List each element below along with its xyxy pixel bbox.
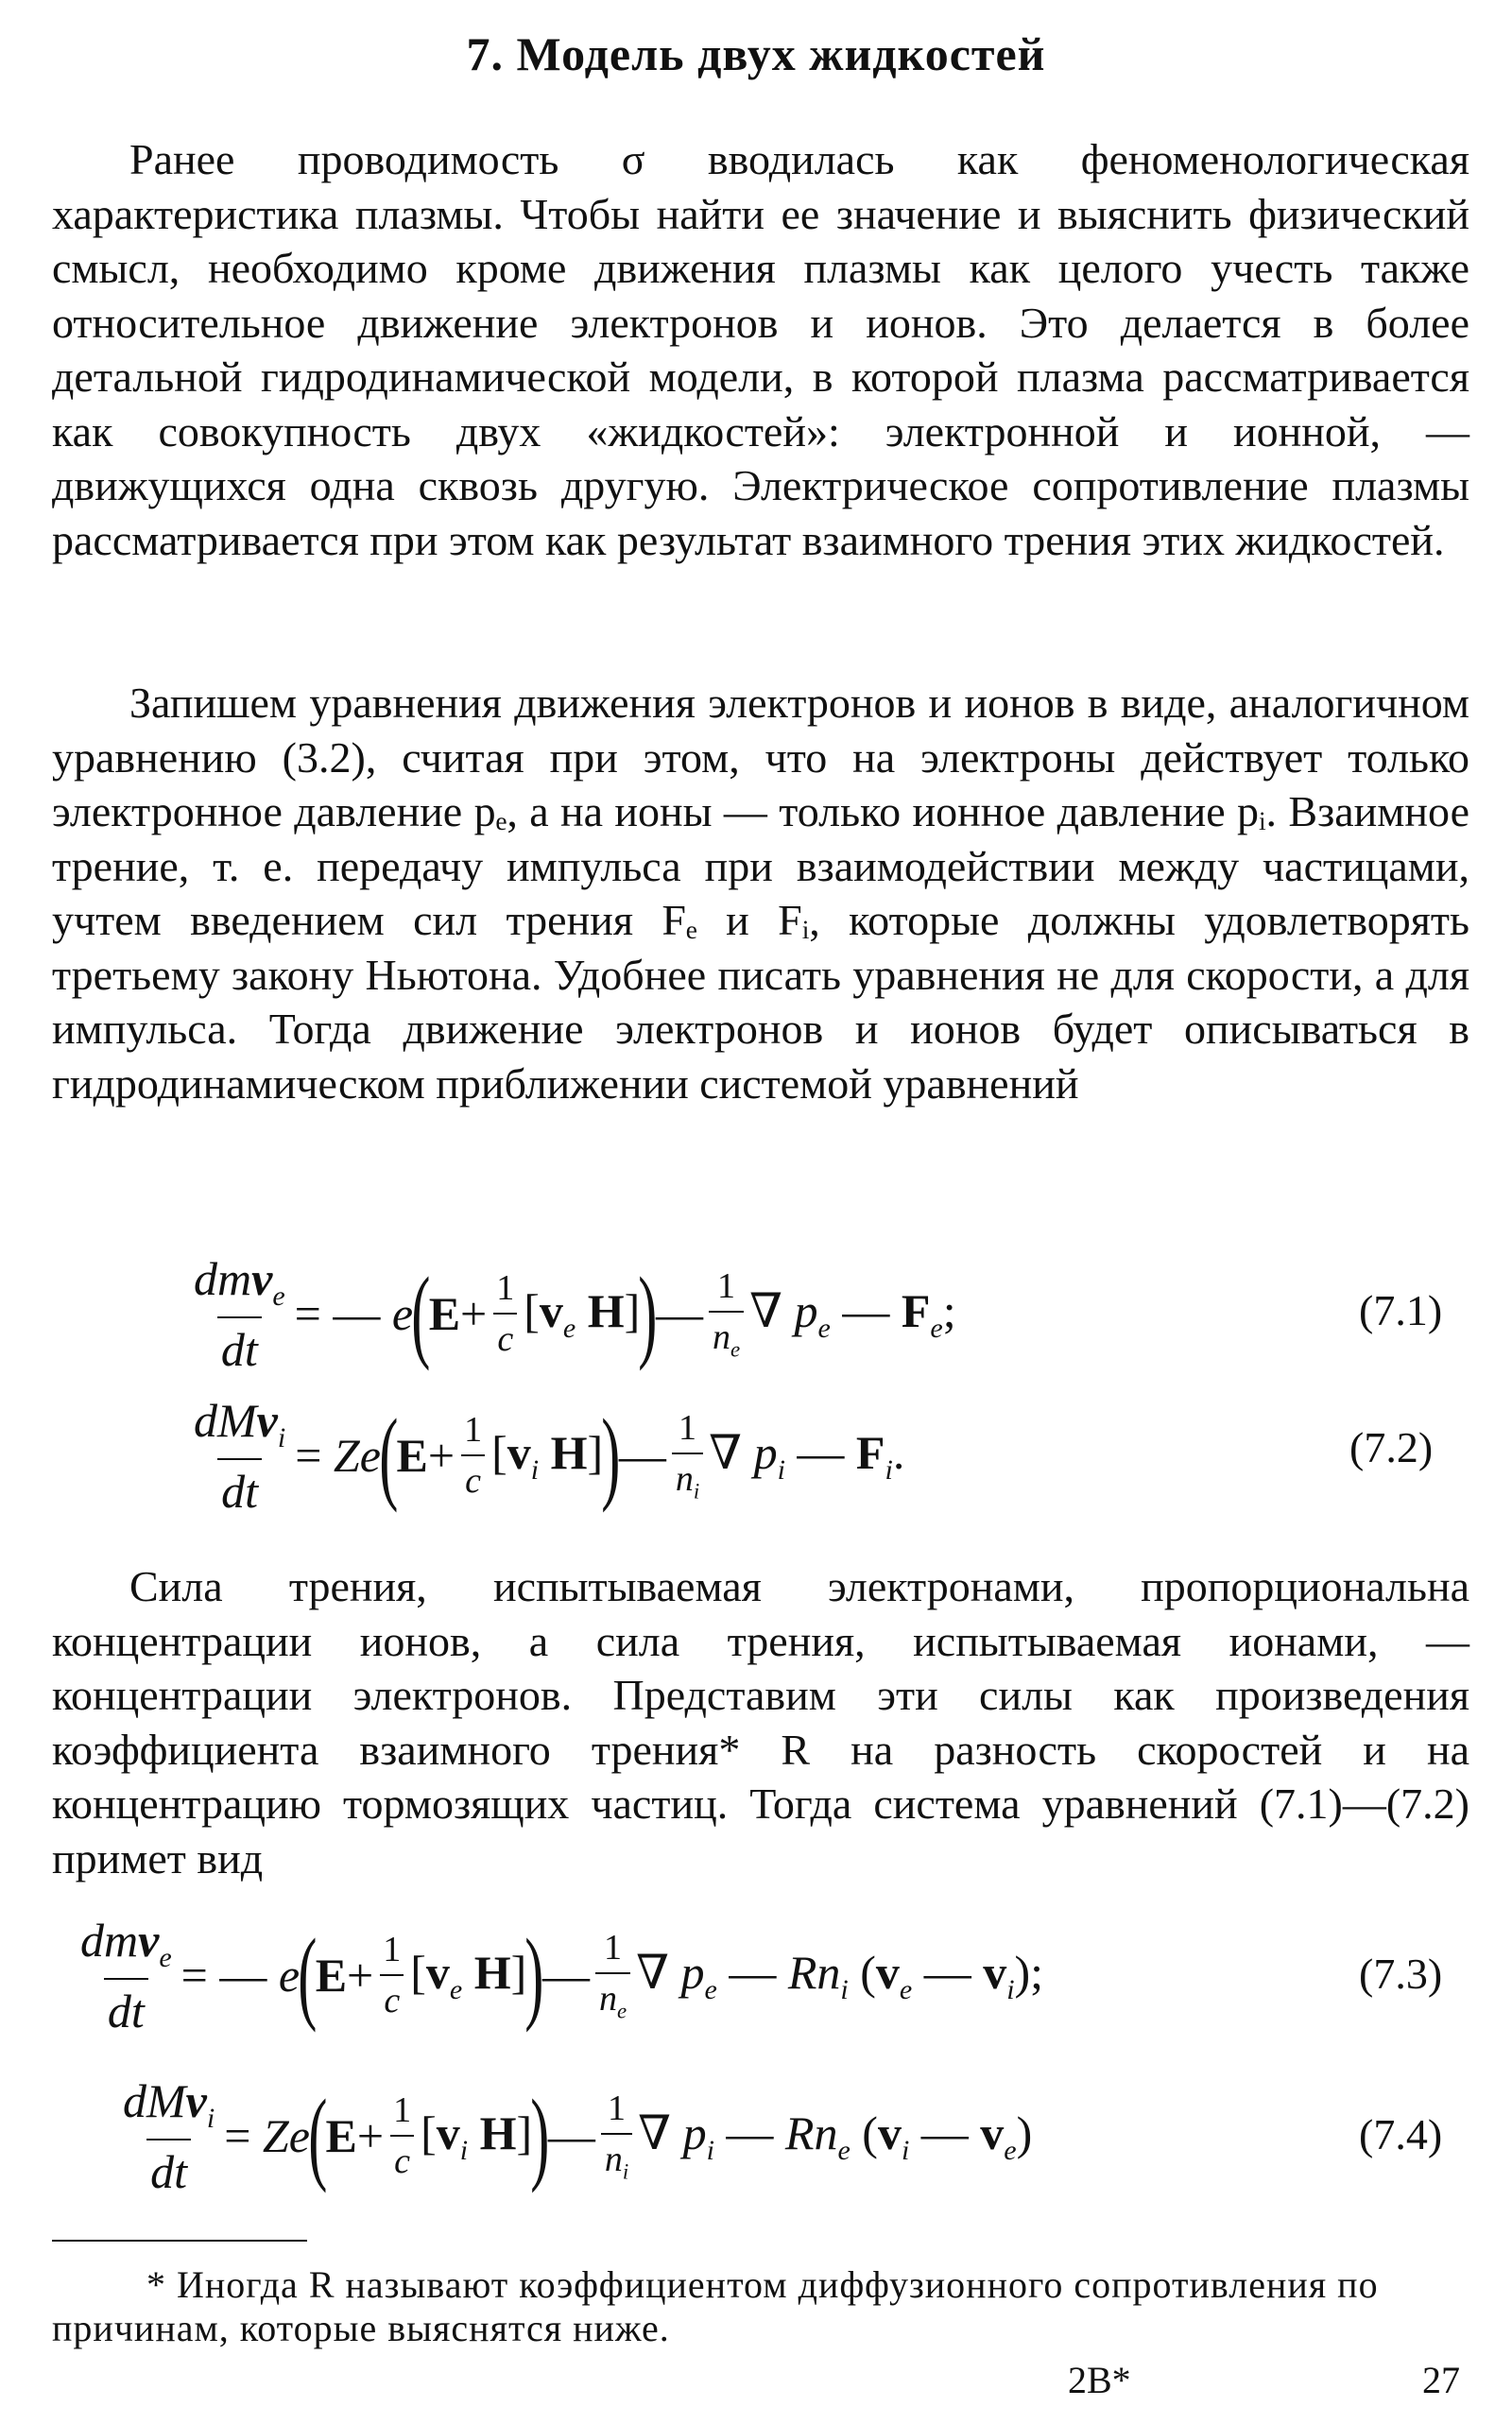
equation-number-7-3: (7.3) bbox=[1359, 1950, 1443, 1998]
paragraph-friction: Сила трения, испытываемая электронами, пропорциональна концентрации ионов, а сила трения, испытываемая ионами, — концентрации электронов. Представим эти силы как произведения коэффициента взаимного трения* R на разность скоростей и на концентрацию тормозящих частиц. Тогда система уравнений (7.1)—(7.2) примет вид bbox=[52, 1562, 1469, 1882]
page-number: 27 bbox=[1422, 2359, 1460, 2401]
printer-signature: 2В* bbox=[1068, 2359, 1131, 2401]
paragraph-equations-setup: Запишем уравнения движения электронов и ионов в виде, аналогичном уравнению (3.2), считая при этом, что на электроны действует только электронное давление pₑ, а на ионы — только ионное давление pᵢ. Взаимное трение, т. е. передачу импульса при взаимодействии между частицами, учтем введением сил трения Fₑ и Fᵢ, которые должны удовлетворять третьему закону Ньютона. Удобнее писать уравнения не для скорости, а для импульса. Тогда движение электронов и ионов будет описываться в гидродинамическом приближении системой уравнений bbox=[52, 679, 1469, 1108]
equation-number-7-4: (7.4) bbox=[1359, 2110, 1443, 2158]
equation-7-2: $\frac{dMv_i}{dt}$ = Ze ( E + $\frac{1}{c}$ [$v_i$ H] ) — $\frac{1}{n_i}$ ∇ $p_i$ — $F_i$. bbox=[194, 1393, 905, 1518]
footnote-rule bbox=[52, 2240, 307, 2242]
equation-7-1: $\frac{dmv_e}{dt}$ = — e ( E + $\frac{1}{c}$ [$v_e$ H] ) — $\frac{1}{n_e}$ ∇ $p_e$ — $F_e$; bbox=[194, 1251, 956, 1376]
equation-7-4: $\frac{dMv_i}{dt}$ = Ze ( E + $\frac{1}{c}$ [$v_i$ H] ) — $\frac{1}{n_i}$ ∇ $p_i$ — $Rn_e$ ($v_i$ — $v_e$) bbox=[123, 2073, 1033, 2198]
section-heading: 7. Модель двух жидкостей bbox=[466, 27, 1046, 80]
footnote: * Иногда R называют коэффициентом диффузионного сопротивления по причинам, которые выяснятся ниже. bbox=[52, 2263, 1379, 2349]
equation-number-7-1: (7.1) bbox=[1359, 1286, 1443, 1334]
paragraph-intro: Ранее проводимость σ вводилась как феноменологическая характеристика плазмы. Чтобы найти ее значение и выяснить физический смысл, необходимо кроме движения плазмы как целого учесть также относительное движение электронов и ионов. Это делается в более детальной гидродинамической модели, в которой плазма рассматривается как совокупность двух «жидкостей»: электронной и ионной, — движущихся одна сквозь другую. Электрическое сопротивление плазмы рассматривается при этом как результат взаимного трения этих жидкостей. bbox=[52, 135, 1469, 564]
equation-number-7-2: (7.2) bbox=[1349, 1423, 1434, 1471]
equation-7-3: $\frac{dmv_e}{dt}$ = — e ( E + $\frac{1}{c}$ [$v_e$ H] ) — $\frac{1}{n_e}$ ∇ $p_e$ — $Rn_i$ ($v_e$ — $v_i$); bbox=[80, 1913, 1044, 2037]
